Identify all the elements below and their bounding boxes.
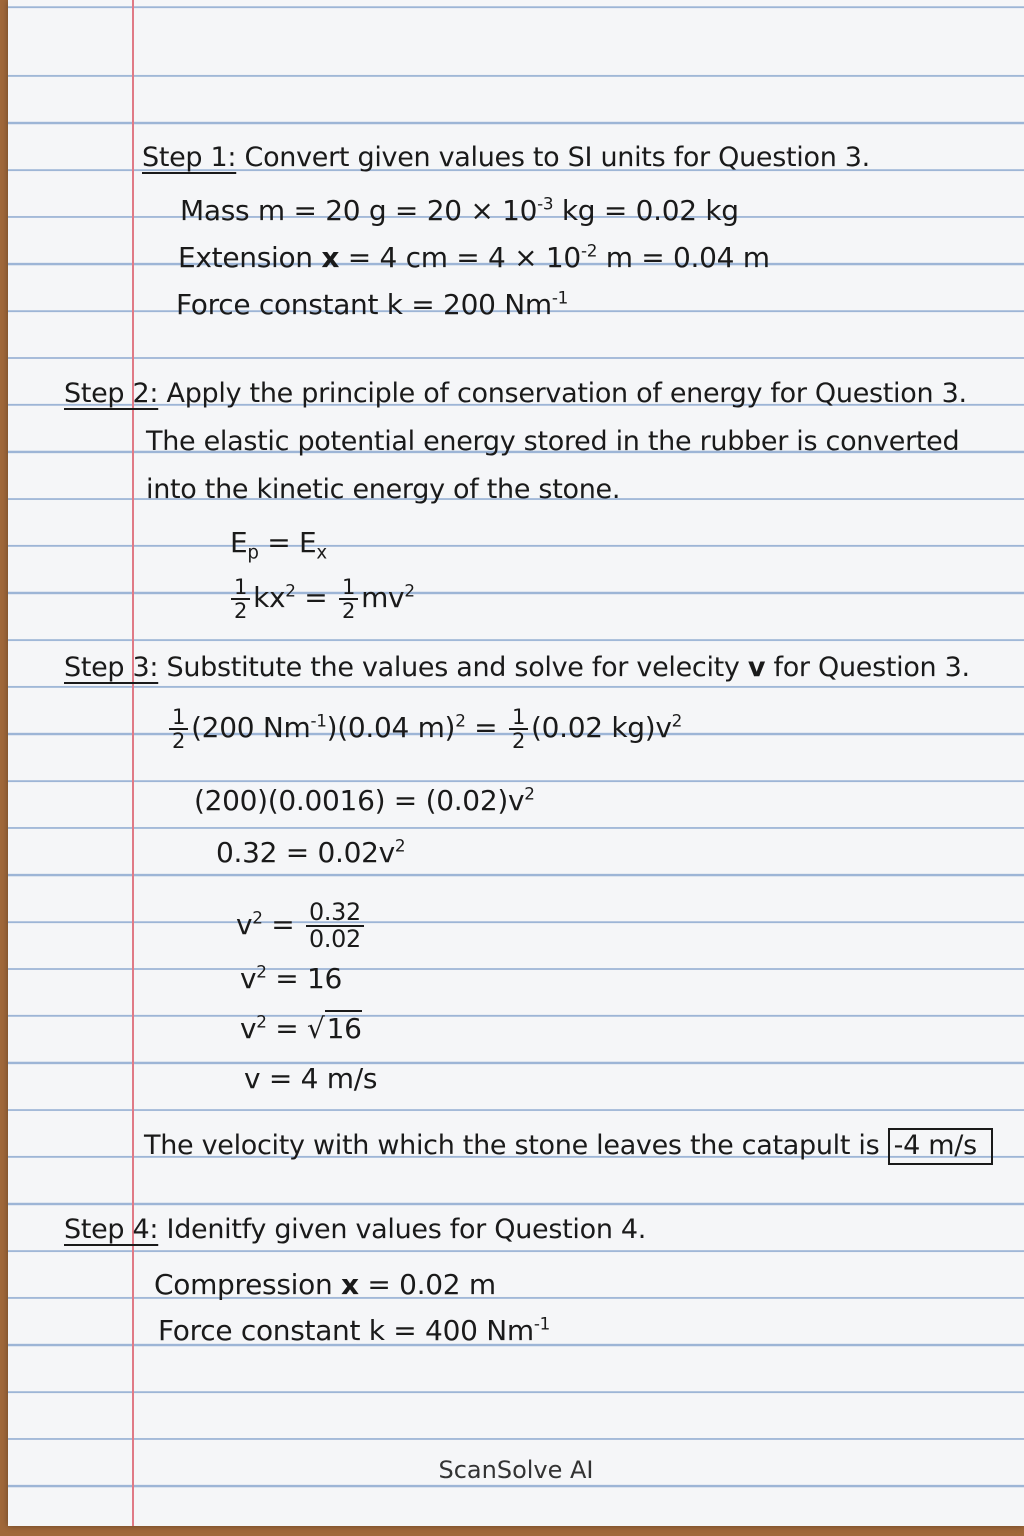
force-exponent: -1	[551, 287, 568, 308]
eq2-text: (200)(0.0016) = (0.02)v	[194, 784, 525, 817]
step1-heading	[142, 142, 870, 173]
frac-num: 1	[231, 576, 250, 600]
half-fraction-2	[509, 706, 528, 752]
eq3-exp: 2	[394, 835, 406, 856]
step3-equation6	[240, 1012, 362, 1045]
step4-title: Idenitfy given values for Question 4.	[166, 1214, 647, 1245]
mass-tail: kg = 0.02 kg	[553, 194, 739, 227]
mv-term: mv	[361, 581, 405, 615]
half-fraction-2	[339, 576, 358, 622]
step1-title: Convert given values to SI units for Question 3.	[244, 142, 870, 173]
mv-exponent: 2	[404, 580, 415, 601]
step3-title-a: Substitute the values and solve for velecity	[166, 652, 748, 683]
eq6-tail: = √	[266, 1012, 325, 1045]
eq1-exp2: 2	[455, 710, 466, 731]
step4-heading	[64, 1214, 646, 1245]
eq1-d: (0.02 kg)v	[531, 711, 672, 745]
half-fraction	[169, 706, 188, 752]
ex-subscript: x	[316, 542, 327, 564]
step2-equation2	[228, 576, 415, 622]
step2-heading	[64, 378, 967, 409]
step1-extension-line	[178, 241, 770, 274]
notebook-page	[8, 0, 1024, 1526]
compression-tail: = 0.02 m	[358, 1268, 496, 1301]
step4-force-line	[158, 1314, 550, 1347]
eq6-exp: 2	[256, 1011, 267, 1032]
margin-line	[132, 0, 134, 1526]
step4-compression-line	[154, 1268, 496, 1301]
kx-term: kx	[253, 581, 286, 615]
step2-line2: into the kinetic energy of the stone.	[146, 474, 621, 505]
step3-equation1	[166, 706, 682, 752]
step1-mass-line	[180, 194, 739, 227]
step4-force-exponent: -1	[533, 1313, 550, 1334]
eq1-a: (200 Nm	[191, 711, 311, 745]
ep-symbol: E	[230, 526, 248, 559]
step3-equation2	[194, 784, 535, 817]
eq6-text: v	[240, 1012, 257, 1045]
step2-line1: The elastic potential energy stored in the rubber is converted	[146, 426, 960, 457]
extension-var: x	[321, 241, 340, 274]
eq5-text: v	[240, 962, 257, 995]
conclusion-text: The velocity with which the stone leaves the catapult is	[144, 1130, 888, 1161]
compression-var: x	[341, 1268, 359, 1301]
step2-label: Step 2:	[64, 378, 159, 409]
extension-text: Extension	[178, 241, 322, 274]
frac-num: 1	[169, 706, 188, 730]
step1-label: Step 1:	[142, 142, 237, 173]
step3-equation5	[240, 962, 342, 995]
step3-equation3	[216, 836, 405, 869]
frac-den: 2	[511, 729, 526, 754]
eq4-left: v	[236, 907, 253, 941]
eq4-fraction	[306, 900, 364, 952]
frac-num: 1	[509, 706, 528, 730]
frac-num: 1	[339, 576, 358, 600]
ex-symbol: = E	[258, 526, 317, 559]
eq4-eq: =	[262, 907, 304, 941]
compression-text: Compression	[154, 1268, 341, 1301]
eq4-den: 0.02	[309, 924, 361, 953]
eq1-c: =	[465, 711, 506, 745]
ep-subscript: p	[247, 542, 259, 564]
mass-exponent: -3	[537, 193, 554, 214]
extension-mid: = 4 cm = 4 × 10	[339, 241, 581, 274]
frac-den: 2	[172, 729, 186, 754]
step2-equation1	[230, 526, 327, 564]
frac-den: 2	[234, 599, 248, 624]
answer-box: -4 m/s	[888, 1128, 993, 1165]
eq3-text: 0.32 = 0.02v	[216, 836, 395, 869]
eq4-exp: 2	[252, 907, 263, 928]
eq5-exp: 2	[256, 961, 267, 982]
eq2-exp: 2	[524, 783, 535, 804]
mass-text: Mass m = 20 g = 20 × 10	[180, 194, 538, 227]
step3-heading	[64, 652, 970, 683]
equals: =	[295, 581, 337, 615]
eq1-exp3: 2	[671, 710, 683, 731]
eq4-num: 0.32	[306, 900, 364, 927]
step3-conclusion	[144, 1130, 993, 1161]
step3-label: Step 3:	[64, 652, 159, 683]
kx-exponent: 2	[285, 580, 296, 601]
step4-force-text: Force constant k = 400 Nm	[158, 1314, 534, 1347]
eq1-exp: -1	[310, 710, 327, 731]
half-fraction	[231, 576, 250, 622]
extension-tail: m = 0.04 m	[597, 241, 770, 274]
extension-exponent: -2	[580, 240, 598, 261]
step1-force-line	[176, 288, 568, 321]
step3-equation7: v = 4 m/s	[244, 1062, 378, 1095]
eq5-tail: = 16	[266, 962, 343, 995]
eq1-b: )(0.04 m)	[326, 711, 456, 745]
step3-title-b: for Question 3.	[765, 652, 970, 683]
frac-den: 2	[342, 599, 356, 624]
step3-title-var: v	[747, 652, 766, 683]
step4-label: Step 4:	[64, 1214, 159, 1245]
step3-equation4	[236, 900, 367, 952]
force-text: Force constant k = 200 Nm	[176, 288, 552, 321]
step2-title: Apply the principle of conservation of energy for Question 3.	[166, 378, 967, 409]
sqrt-body: 16	[326, 1012, 362, 1045]
footer-watermark: ScanSolve AI	[438, 1456, 594, 1484]
